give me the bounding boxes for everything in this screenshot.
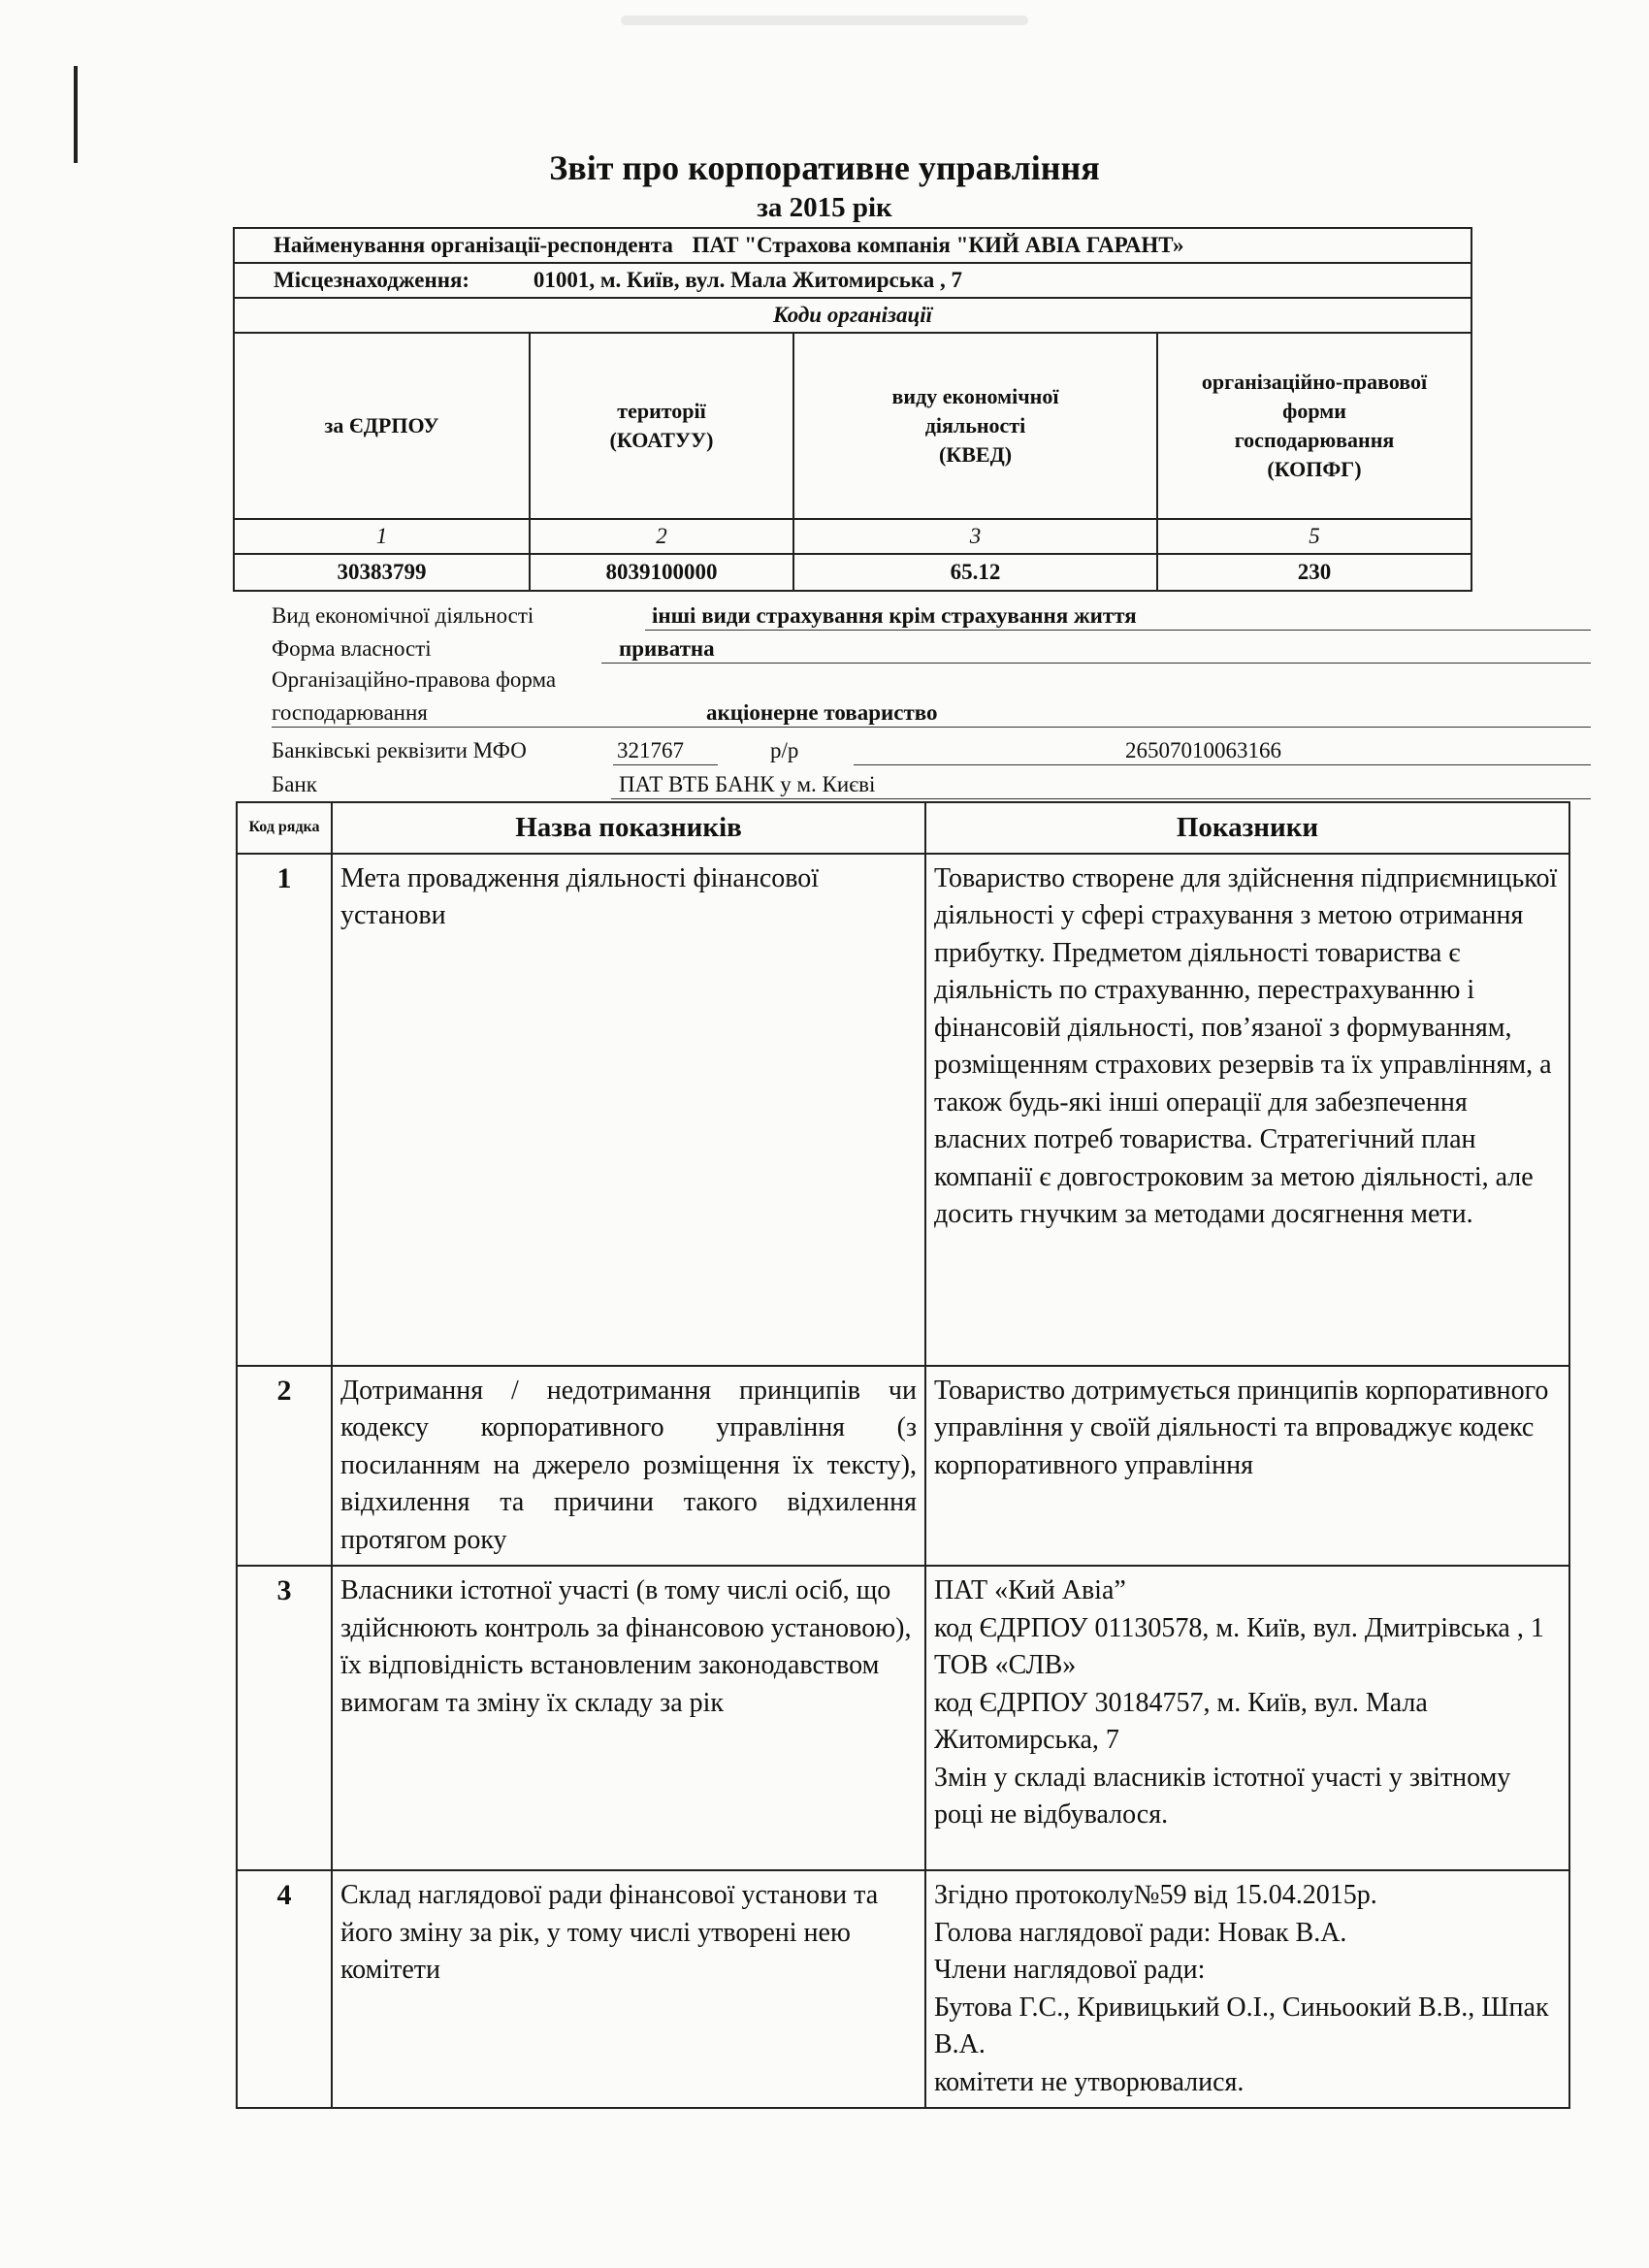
organization-name-label: Найменування організації-респондента (274, 233, 673, 257)
table-row (237, 1870, 1569, 2108)
scan-artifact (621, 16, 1028, 25)
indicators-table (236, 801, 1570, 2109)
column-header-code: Код рядка (237, 802, 332, 854)
table-row (237, 1566, 1569, 1870)
mfo-value: 321767 (617, 738, 684, 762)
row-value: Згідно протоколу№59 від 15.04.2015р. Голова наглядової ради: Новак В.А. Члени наглядової ради: Бутова Г.С., Кривицький О.І., Синьоокий В.В., Шпак В.А. комітети не утворювалися. (925, 1870, 1569, 2108)
document-subtitle: за 2015 рік (757, 192, 892, 223)
table-row (237, 1366, 1569, 1567)
row-name: Мета провадження діяльності фінансової установи (332, 854, 925, 1366)
bank-details-row (272, 730, 1591, 765)
account-value: 26507010063166 (1125, 738, 1281, 762)
bank-value: ПАТ ВТБ БАНК у м. Києві (619, 772, 876, 796)
code-column-edrpou: за ЄДРПОУ (234, 333, 530, 519)
activity-label: Вид економічної діяльності (272, 603, 534, 628)
row-name: Склад наглядової ради фінансової установи та його зміну за рік, у тому числі утворені нею комітети (332, 1870, 925, 2108)
ownership-value: приватна (619, 636, 715, 661)
koatuu-value: 8039100000 (530, 554, 793, 591)
fill-line (272, 727, 1591, 728)
code-column-number: 3 (793, 519, 1157, 554)
code-column-kved: виду економічної діяльності (КВЕД) (793, 333, 1157, 519)
row-value: Товариство створене для здійснення підприємницької діяльності у сфері страхування з метою отримання прибутку. Предметом діяльності товариства є діяльність по страхуванню, перестрахуванню і фінансовій діяльності, пов’язаної з формуванням, розміщенням страхових резервів та їх управлінням, а також будь-які інші операції для забезпечення власних потреб товариства. Стратегічний план компанії є довгостроковим за метою діяльності, але досить гнучким за методами досягнення мети. (925, 854, 1569, 1366)
edrpou-value: 30383799 (234, 554, 530, 591)
legal-form-label-line1: Організаційно-правова форма (272, 667, 557, 692)
code-column-kopfg: організаційно-правової форми господарювання (КОПФГ) (1157, 333, 1471, 519)
kved-value: 65.12 (793, 554, 1157, 591)
bank-row (272, 764, 1591, 799)
column-header-name: Назва показників (332, 802, 925, 854)
organization-location-cell (234, 263, 1471, 298)
row-name: Дотримання / недотримання принципів чи кодексу корпоративного управління (з посиланням на джерело розміщення їх тексту), відхилення та причини такого відхилення протягом року (332, 1366, 925, 1567)
ownership-label: Форма власності (272, 636, 432, 661)
code-column-number: 5 (1157, 519, 1471, 554)
row-value: Товариство дотримується принципів корпоративного управління у своїй діяльності та впроваджує кодекс корпоративного управління (925, 1366, 1569, 1567)
row-code: 3 (237, 1566, 332, 1870)
legal-form-label-row (272, 660, 1591, 695)
code-column-koatuu: території (КОАТУУ) (530, 333, 793, 519)
table-header-row (237, 802, 1569, 854)
bank-label: Банк (272, 772, 317, 796)
code-column-number: 1 (234, 519, 530, 554)
code-column-number: 2 (530, 519, 793, 554)
legal-form-value: акціонерне товариство (706, 700, 938, 725)
legal-form-label-line2: господарювання (272, 700, 428, 725)
row-value: ПАТ «Кий Авіа” код ЄДРПОУ 01130578, м. Київ, вул. Дмитрівська , 1 ТОВ «СЛВ» код ЄДРПОУ 30184757, м. Київ, вул. Мала Житомирська, 7 Змін у складі власників істотної участі у звітному році не відбувалося. (925, 1566, 1569, 1870)
location-label: Місцезнаходження: (274, 268, 470, 292)
table-row (237, 854, 1569, 1366)
activity-row (272, 596, 1591, 631)
document-title: Звіт про корпоративне управління (549, 148, 1100, 187)
organization-header-table (233, 227, 1472, 592)
ownership-row (272, 629, 1591, 664)
bank-details-label: Банківські реквізити МФО (272, 738, 527, 762)
row-name: Власники істотної участі (в тому числі осіб, що здійснюють контроль за фінансовою установою), їх відповідність встановленим законодавством вимогам та зміну їх складу за рік (332, 1566, 925, 1870)
kopfg-value: 230 (1157, 554, 1471, 591)
row-code: 4 (237, 1870, 332, 2108)
codes-header: Коди організації (234, 298, 1471, 333)
fill-line (611, 798, 1591, 799)
legal-form-row (272, 693, 1591, 728)
organization-name-cell (234, 228, 1471, 263)
row-code: 2 (237, 1366, 332, 1567)
row-code: 1 (237, 854, 332, 1366)
column-header-value: Показники (925, 802, 1569, 854)
account-label: р/р (770, 738, 799, 762)
activity-value: інші види страхування крім страхування життя (652, 603, 1137, 628)
organization-name-value: ПАТ "Страхова компанія "КИЙ АВІА ГАРАНТ» (692, 233, 1184, 257)
location-value: 01001, м. Київ, вул. Мала Житомирська , 7 (533, 268, 963, 292)
